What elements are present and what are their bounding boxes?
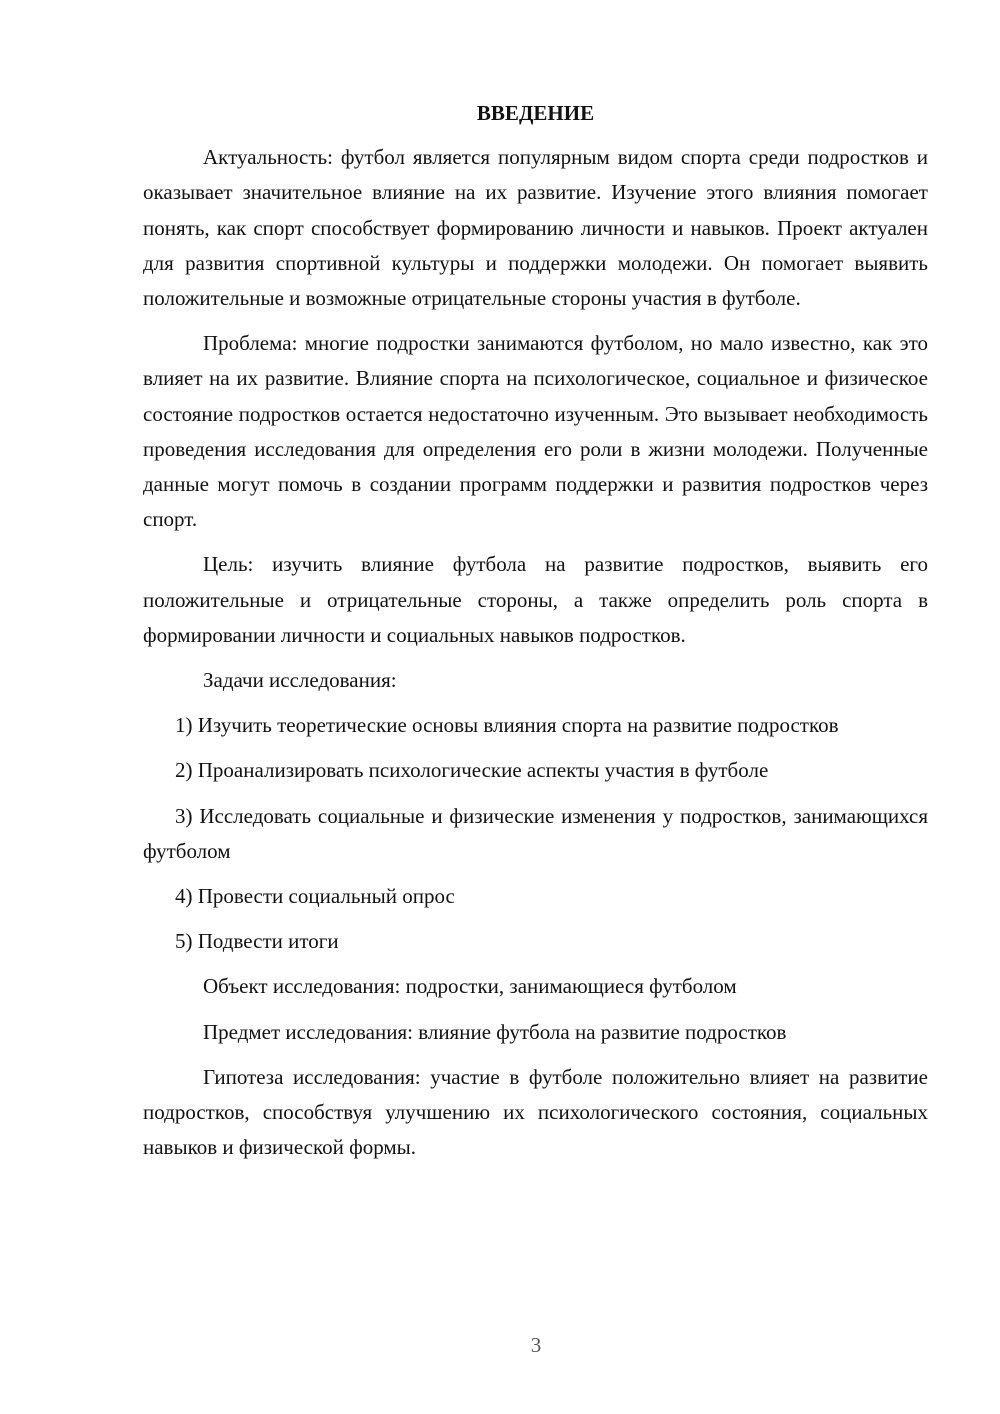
section-heading: ВВЕДЕНИЕ [476, 101, 595, 125]
page-number: 3 [530, 1333, 542, 1357]
goal-paragraph: Цель: изучить влияние футбола на развитие подростков, выявить его положительные и отрицательные стороны, а также определить роль спорта в формировании личности и социальных навыков подростков. [143, 552, 928, 647]
tasks-title: Задачи исследования: [203, 668, 397, 693]
task-item-2: 2) Проанализировать психологические аспекты участия в футболе [175, 758, 769, 783]
research-subject: Предмет исследования: влияние футбола на развитие подростков [203, 1019, 787, 1044]
document-page [143, 96, 928, 1165]
problem-paragraph: Проблема: многие подростки занимаются футболом, но мало известно, как это влияет на их развитие. Влияние спорта на психологическое, социальное и физическое состояние подростков остается недостаточно изученным. Это вызывает необходимость проведения исследования для определения его роли в жизни молодежи. Полученные данные могут помочь в создании программ поддержки и развития подростков через спорт. [143, 331, 928, 532]
task-item-4: 4) Провести социальный опрос [175, 884, 455, 909]
relevance-paragraph: Актуальность: футбол является популярным видом спорта среди подростков и оказывает значительное влияние на их развитие. Изучение этого влияния помогает понять, как спорт способствует формированию личности и навыков. Проект актуален для развития спортивной культуры и поддержки молодежи. Он помогает выявить положительные и возможные отрицательные стороны участия в футболе. [143, 145, 928, 311]
task-item-1: 1) Изучить теоретические основы влияния спорта на развитие подростков [175, 713, 839, 738]
research-hypothesis: Гипотеза исследования: участие в футболе положительно влияет на развитие подростков, способствуя улучшению их психологического состояния, социальных навыков и физической формы. [143, 1064, 928, 1160]
task-item-5: 5) Подвести итоги [175, 929, 339, 954]
research-object: Объект исследования: подростки, занимающиеся футболом [203, 974, 737, 999]
task-item-3: 3) Исследовать социальные и физические изменения у подростков, занимающихся футболом [143, 803, 928, 863]
